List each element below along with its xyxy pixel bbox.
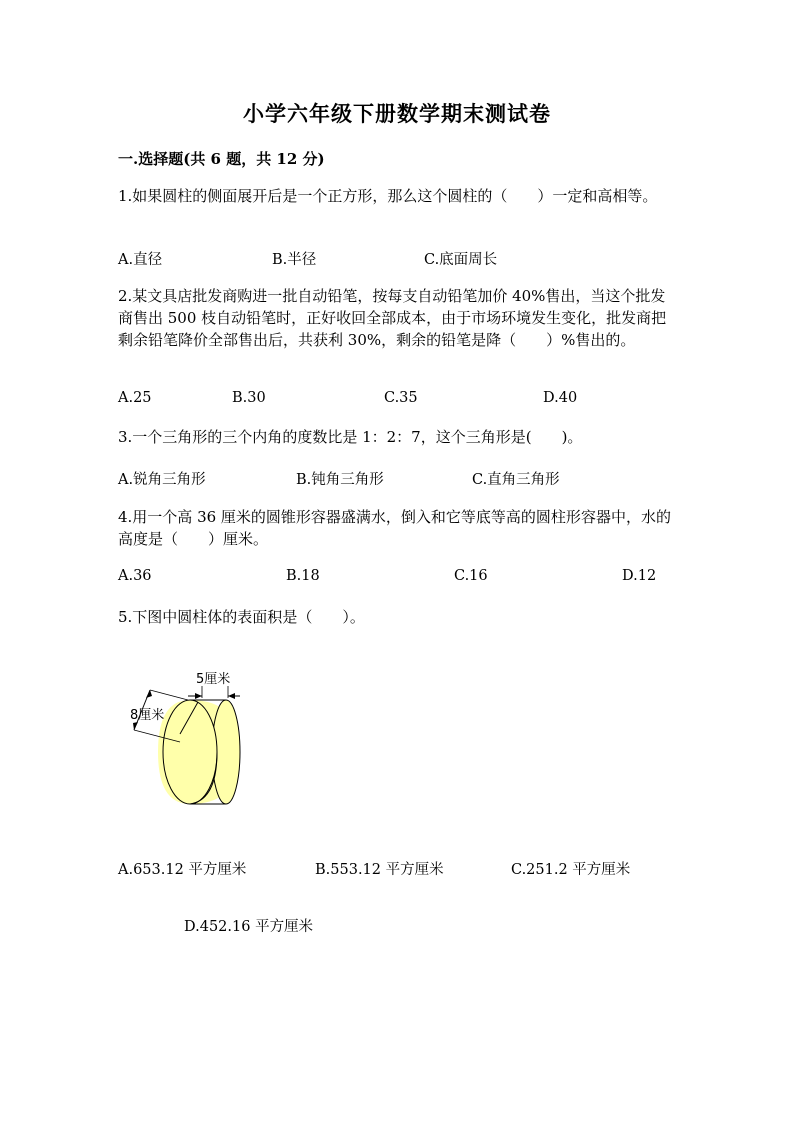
radius-extension-top xyxy=(150,690,188,700)
q3-option-b[interactable]: B.钝角三角形 xyxy=(296,472,384,488)
q3-option-a[interactable]: A.锐角三角形 xyxy=(118,472,206,488)
section-heading: 一.选择题(共 6 题，共 12 分) xyxy=(118,150,325,168)
q2-option-c[interactable]: C.35 xyxy=(384,390,418,406)
q3-option-c[interactable]: C.直角三角形 xyxy=(472,472,560,488)
q5-option-c[interactable]: C.251.2 平方厘米 xyxy=(511,862,631,878)
question-2-text: 2.某文具店批发商购进一批自动铅笔，按每支自动铅笔加价 40%售出，当这个批发商售出 500 枝自动铅笔时，正好收回全部成本，由于市场环境发生变化，批发商把剩余铅笔降价全部售出后，共获利 30%，剩余的铅笔是降（ ）%售出的。 xyxy=(118,287,667,349)
cylinder-diagram xyxy=(128,662,258,812)
q2-option-a[interactable]: A.25 xyxy=(118,390,152,406)
q4-option-a[interactable]: A.36 xyxy=(118,568,152,584)
thickness-arrow-right xyxy=(228,693,235,699)
q5-option-d[interactable]: D.452.16 平方厘米 xyxy=(184,919,314,935)
q1-option-a[interactable]: A.直径 xyxy=(118,252,163,268)
page-title: 小学六年级下册数学期末测试卷 xyxy=(243,101,551,126)
question-1-text: 1.如果圆柱的侧面展开后是一个正方形，那么这个圆柱的（ ）一定和高相等。 xyxy=(118,187,658,205)
question-4-text: 4.用一个高 36 厘米的圆锥形容器盛满水，倒入和它等底等高的圆柱形容器中，水的高度是（ ）厘米。 xyxy=(118,508,671,548)
thickness-label: 5厘米 xyxy=(196,672,231,687)
cylinder-figure xyxy=(128,662,258,812)
q2-option-d[interactable]: D.40 xyxy=(543,390,578,406)
q4-option-c[interactable]: C.16 xyxy=(454,568,488,584)
q5-option-a[interactable]: A.653.12 平方厘米 xyxy=(118,862,247,878)
q2-option-b[interactable]: B.30 xyxy=(232,390,266,406)
question-5-text: 5.下图中圆柱体的表面积是（ ）。 xyxy=(118,608,365,626)
q4-option-d[interactable]: D.12 xyxy=(622,568,657,584)
question-3-text: 3.一个三角形的三个内角的度数比是 1：2：7，这个三角形是( )。 xyxy=(118,428,583,446)
q1-option-c[interactable]: C.底面周长 xyxy=(424,252,498,268)
q4-option-b[interactable]: B.18 xyxy=(286,568,320,584)
q1-option-b[interactable]: B.半径 xyxy=(272,252,317,268)
radius-label: 8厘米 xyxy=(130,708,165,723)
radius-arrow-bottom xyxy=(133,722,138,730)
q5-option-b[interactable]: B.553.12 平方厘米 xyxy=(315,862,444,878)
thickness-arrow-left xyxy=(195,693,202,699)
